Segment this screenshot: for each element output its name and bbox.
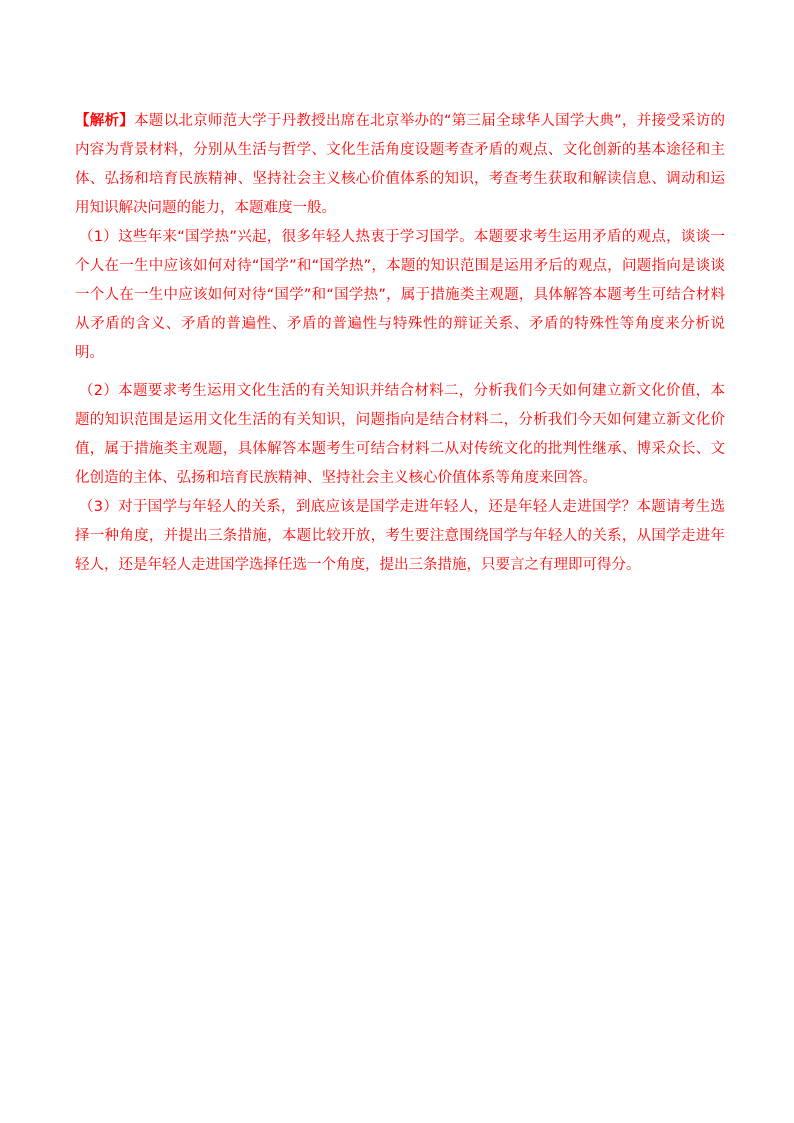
analysis-section	[75, 107, 725, 580]
question-3-analysis: （3）对于国学与年轻人的关系，到底应该是国学走进年轻人，还是年轻人走进国学？本题请考生选择一种角度，并提出三条措施，本题比较开放，考生要注意围绕国学与年轻人的关系，从国学走进年轻人，还是年轻人走进国学选择任选一个角度，提出三条措施，只要言之有理即可得分。	[75, 499, 725, 573]
question-2-analysis: （2）本题要求考生运用文化生活的有关知识并结合材料二，分析我们今天如何建立新文化价值，本题的知识范围是运用文化生活的有关知识，问题指向是结合材料二，分析我们今天如何建立新文化价值，属于措施类主观题，具体解答本题考生可结合材料二从对传统文化的批判性继承、博采众长、文化创造的主体、弘扬和培育民族精神、坚持社会主义核心价值体系等角度来回答。	[75, 383, 725, 486]
analysis-label: 【解析】	[75, 113, 135, 129]
analysis-intro-text: 本题以北京师范大学于丹教授出席在北京举办的“第三届全球华人国学大典”，并接受采访的内容为背景材料，分别从生活与哲学、文化生活角度设题考查矛盾的观点、文化创新的基本途径和主体、弘扬和培育民族精神、坚持社会主义核心价值体系的知识，考查考生获取和解读信息、调动和运用知识解决问题的能力，本题难度一般。	[75, 113, 725, 216]
analysis-intro-paragraph	[75, 107, 725, 223]
question-1-analysis: （1）这些年来“国学热”兴起，很多年轻人热衷于学习国学。本题要求考生运用矛盾的观点，谈谈一个人在一生中应该如何对待“国学”和“国学热”，本题的知识范围是运用矛后的观点，问题指向是谈谈一个人在一生中应该如何对待“国学”和“国学热”，属于措施类主观题，具体解答本题考生可结合材料从矛盾的含义、矛盾的普遍性、矛盾的普遍性与特殊性的辩证关系、矛盾的特殊性等角度来分析说明。	[75, 229, 725, 361]
